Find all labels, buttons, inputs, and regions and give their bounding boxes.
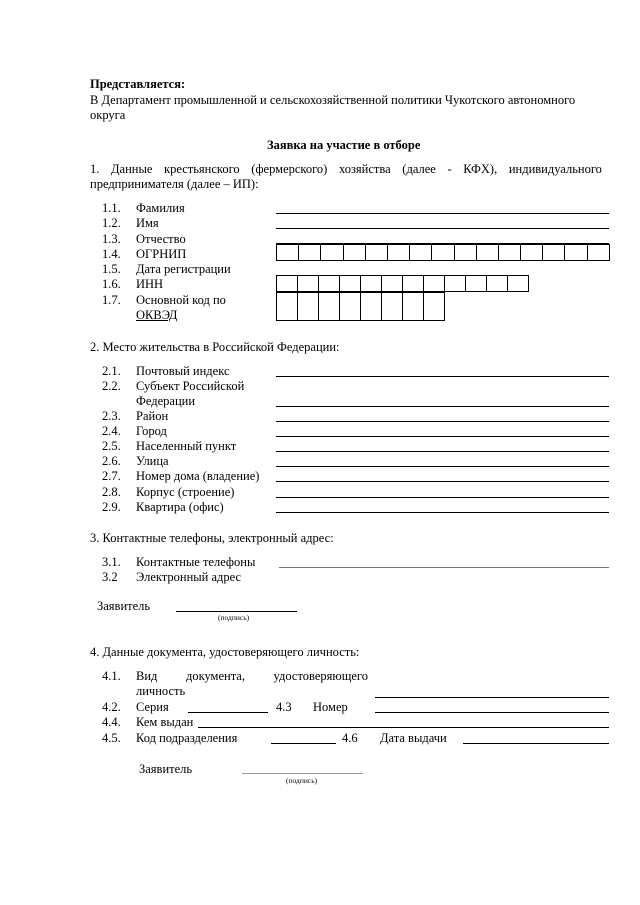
item-number: 2.9. [102, 500, 121, 514]
item-label: Фамилия [136, 201, 185, 215]
item-number: 4.4. [102, 715, 121, 729]
city-field[interactable] [276, 436, 609, 437]
form-title: Заявка на участие в отборе [267, 138, 421, 152]
street-field[interactable] [276, 466, 609, 467]
item-label: Почтовый индекс [136, 364, 230, 378]
item-label: Город [136, 424, 167, 438]
signature-line[interactable] [242, 773, 363, 774]
division-code-field[interactable] [271, 743, 336, 744]
name-field[interactable] [276, 228, 609, 229]
input-cell[interactable] [277, 292, 298, 321]
input-cell[interactable] [499, 244, 521, 261]
input-cell[interactable] [466, 275, 487, 292]
ogrnip-cell-grid[interactable] [276, 244, 610, 261]
item-label: Квартира (офис) [136, 500, 224, 514]
item-number: 2.5. [102, 439, 121, 453]
item-number: 4.1. [102, 669, 121, 683]
input-cell[interactable] [361, 275, 382, 292]
item-number: 1.5. [102, 262, 121, 276]
apartment-field[interactable] [276, 512, 609, 513]
item-number: 4.3 [276, 700, 292, 714]
input-cell[interactable] [382, 292, 403, 321]
input-cell[interactable] [455, 244, 477, 261]
item-number: 1.4. [102, 247, 121, 261]
item-label: Район [136, 409, 169, 423]
item-number: 1.7. [102, 293, 121, 307]
input-cell[interactable] [424, 275, 445, 292]
input-cell[interactable] [321, 244, 343, 261]
item-label: Дата регистрации [136, 262, 231, 276]
series-field[interactable] [188, 712, 268, 713]
input-cell[interactable] [299, 244, 321, 261]
section3-heading: 3. Контактные телефоны, электронный адрес: [90, 531, 334, 545]
item-label: Код подразделения [136, 731, 238, 745]
input-cell[interactable] [403, 275, 424, 292]
building-field[interactable] [276, 497, 609, 498]
input-cell[interactable] [543, 244, 565, 261]
input-cell[interactable] [432, 244, 454, 261]
item-number: 1.1. [102, 201, 121, 215]
item-number: 2.4. [102, 424, 121, 438]
applicant-label: Заявитель [97, 599, 151, 613]
item-label: ИНН [136, 277, 164, 291]
input-cell[interactable] [277, 275, 298, 292]
issue-date-field[interactable] [463, 743, 609, 744]
house-number-field[interactable] [276, 481, 609, 482]
item-label: Основной код по [136, 293, 226, 307]
input-cell[interactable] [344, 244, 366, 261]
section1-heading-line2: предпринимателя (далее – ИП): [90, 177, 259, 191]
input-cell[interactable] [382, 275, 403, 292]
input-cell[interactable] [361, 292, 382, 321]
input-cell[interactable] [298, 275, 319, 292]
presented-label: Представляется: [90, 77, 186, 91]
section1-heading-line1: 1. Данные крестьянского (фермерского) хозяйства (далее - КФХ), индивидуального [90, 162, 602, 176]
district-field[interactable] [276, 421, 609, 422]
item-number: 1.2. [102, 216, 121, 230]
region-field[interactable] [276, 406, 609, 407]
input-cell[interactable] [410, 244, 432, 261]
item-label: Корпус (строение) [136, 485, 235, 499]
item-label: Отчество [136, 232, 186, 246]
item-label: Номер дома (владение) [136, 469, 260, 483]
input-cell[interactable] [319, 275, 340, 292]
item-number: 3.2 [102, 570, 118, 584]
surname-field[interactable] [276, 213, 609, 214]
item-label: Серия [136, 700, 169, 714]
section4-heading: 4. Данные документа, удостоверяющего личность: [90, 645, 360, 659]
inn-cell-grid[interactable] [276, 275, 529, 292]
recipient-line-1: В Департамент промышленной и сельскохозяйственной политики Чукотского автономного [90, 93, 576, 107]
section2-heading: 2. Место жительства в Российской Федерации: [90, 340, 340, 354]
item-label: Кем выдан [136, 715, 194, 729]
item-number: 1.3. [102, 232, 121, 246]
item-label: Контактные телефоны [136, 555, 256, 569]
item-label: Населенный пункт [136, 439, 237, 453]
postal-code-field[interactable] [276, 376, 609, 377]
okved-cell-grid[interactable] [276, 292, 445, 321]
applicant-label: Заявитель [139, 762, 193, 776]
input-cell[interactable] [388, 244, 410, 261]
input-cell[interactable] [521, 244, 543, 261]
recipient-line-2: округа [90, 108, 126, 122]
item-number: 4.2. [102, 700, 121, 714]
item-number: 2.3. [102, 409, 121, 423]
item-label: Номер [313, 700, 348, 714]
item-number: 2.2. [102, 379, 121, 393]
input-cell[interactable] [565, 244, 587, 261]
input-cell[interactable] [298, 292, 319, 321]
input-cell[interactable] [508, 275, 529, 292]
input-cell[interactable] [366, 244, 388, 261]
input-cell[interactable] [477, 244, 499, 261]
item-number: 3.1. [102, 555, 121, 569]
item-label: Дата выдачи [380, 731, 447, 745]
signature-line[interactable] [176, 611, 297, 612]
input-cell[interactable] [403, 292, 424, 321]
item-label-continued: Федерации [136, 394, 196, 408]
item-number: 2.6. [102, 454, 121, 468]
item-number: 4.6 [342, 731, 358, 745]
item-label: Электронный адрес [136, 570, 242, 584]
input-cell[interactable] [487, 275, 508, 292]
signature-caption: (подпись) [218, 613, 250, 622]
number-field[interactable] [375, 712, 609, 713]
input-cell[interactable] [424, 292, 445, 321]
input-cell[interactable] [277, 244, 299, 261]
item-label: Имя [136, 216, 159, 230]
input-cell[interactable] [319, 292, 340, 321]
input-cell[interactable] [588, 244, 610, 261]
item-label: Улица [136, 454, 169, 468]
item-label: Вид документа, удостоверяющего [136, 669, 368, 683]
okved-label: ОКВЭД [136, 308, 178, 322]
item-label-continued: личность [136, 684, 186, 698]
input-cell[interactable] [340, 292, 361, 321]
item-number: 2.1. [102, 364, 121, 378]
signature-caption: (подпись) [286, 776, 318, 785]
phones-field[interactable] [279, 567, 609, 568]
item-number: 1.6. [102, 277, 121, 291]
item-label: ОГРНИП [136, 247, 187, 261]
settlement-field[interactable] [276, 451, 609, 452]
input-cell[interactable] [340, 275, 361, 292]
item-label: Субъект Российской [136, 379, 245, 393]
input-cell[interactable] [445, 275, 466, 292]
item-number: 2.7. [102, 469, 121, 483]
issued-by-field[interactable] [198, 727, 609, 728]
item-number: 4.5. [102, 731, 121, 745]
item-number: 2.8. [102, 485, 121, 499]
document-type-field[interactable] [375, 697, 609, 698]
